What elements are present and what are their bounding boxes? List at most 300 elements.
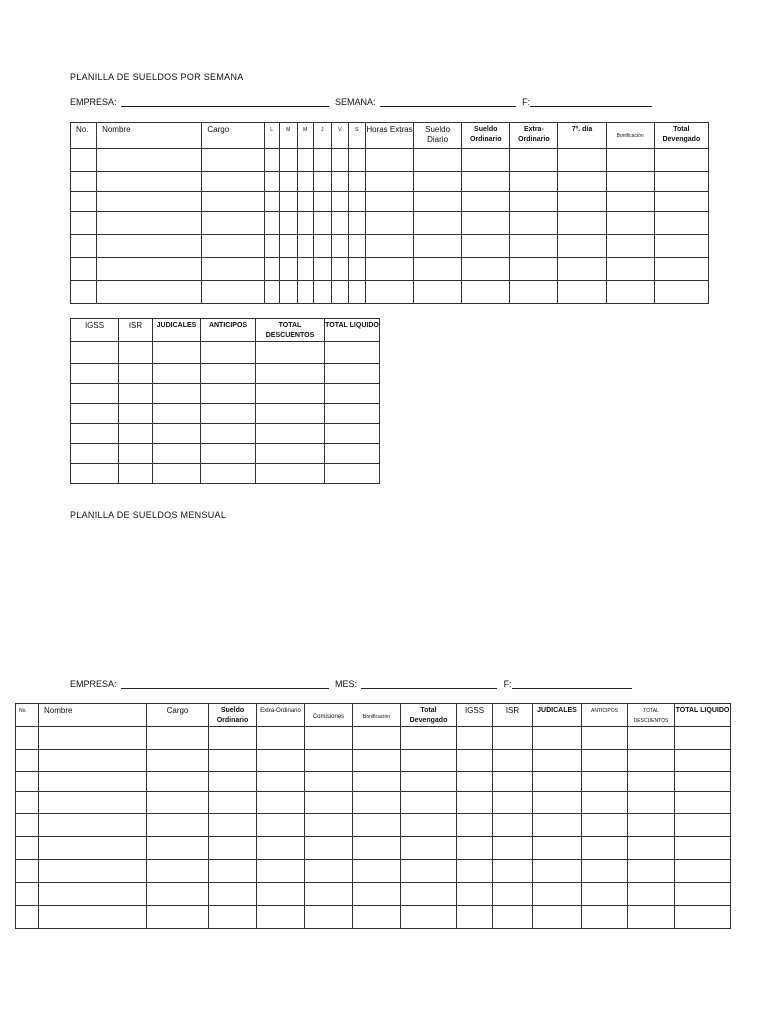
monthly-table-cell[interactable] — [493, 750, 533, 772]
weekly-table-cell[interactable] — [297, 212, 313, 235]
monthly-table-cell[interactable] — [353, 814, 401, 837]
monthly-table-cell[interactable] — [582, 860, 628, 883]
monthly-table-cell[interactable] — [493, 837, 533, 860]
monthly-table-cell[interactable] — [457, 837, 493, 860]
deductions-table-cell[interactable] — [325, 464, 380, 484]
weekly-table-cell[interactable] — [462, 192, 510, 212]
weekly-table-cell[interactable] — [202, 149, 264, 172]
weekly-table-cell[interactable] — [462, 212, 510, 235]
deductions-table-cell[interactable] — [71, 464, 119, 484]
weekly-table-cell[interactable] — [348, 212, 365, 235]
weekly-table-cell[interactable] — [348, 235, 365, 258]
monthly-table-cell[interactable] — [209, 727, 257, 750]
weekly-table-cell[interactable] — [202, 212, 264, 235]
weekly-table-cell[interactable] — [606, 172, 654, 192]
weekly-table-cell[interactable] — [654, 212, 708, 235]
monthly-table-cell[interactable] — [401, 860, 457, 883]
monthly-table-cell[interactable] — [353, 727, 401, 750]
monthly-table-cell[interactable] — [533, 860, 582, 883]
deductions-table-cell[interactable] — [201, 342, 256, 364]
monthly-table-cell[interactable] — [209, 906, 257, 929]
deductions-table-cell[interactable] — [119, 342, 153, 364]
monthly-table-cell[interactable] — [39, 837, 147, 860]
weekly-table-cell[interactable] — [264, 258, 279, 281]
monthly-table-cell[interactable] — [257, 860, 305, 883]
monthly-table-cell[interactable] — [353, 792, 401, 814]
monthly-table-cell[interactable] — [582, 837, 628, 860]
weekly-deductions-table — [70, 318, 380, 484]
monthly-table-cell[interactable] — [401, 792, 457, 814]
monthly-table-cell[interactable] — [401, 727, 457, 750]
monthly-table-cell[interactable] — [16, 792, 39, 814]
weekly-table-cell[interactable] — [202, 172, 264, 192]
deductions-table-cell[interactable] — [119, 424, 153, 444]
deductions-table-cell[interactable] — [325, 342, 380, 364]
weekly-table-cell[interactable] — [414, 149, 462, 172]
weekly-table-cell[interactable] — [414, 172, 462, 192]
weekly-table-cell[interactable] — [279, 235, 297, 258]
deductions-table-cell[interactable] — [201, 364, 256, 384]
weekly-table-cell[interactable] — [510, 235, 558, 258]
weekly-table-cell[interactable] — [365, 192, 413, 212]
weekly-table-cell[interactable] — [313, 172, 331, 192]
monthly-table-cell[interactable] — [147, 750, 209, 772]
weekly-table-cell[interactable] — [558, 258, 606, 281]
weekly-table-cell[interactable] — [331, 149, 348, 172]
deductions-table-cell[interactable] — [201, 464, 256, 484]
monthly-table-cell[interactable] — [353, 883, 401, 906]
monthly-f-field[interactable] — [512, 679, 632, 689]
weekly-table-cell[interactable] — [654, 172, 708, 192]
weekly-table-cell[interactable] — [279, 212, 297, 235]
weekly-table-body — [71, 149, 709, 304]
weekly-table-cell[interactable] — [348, 192, 365, 212]
weekly-table-cell[interactable] — [202, 192, 264, 212]
deductions-table-cell[interactable] — [256, 424, 325, 444]
monthly-table-cell[interactable] — [209, 772, 257, 792]
monthly-table-cell[interactable] — [628, 792, 675, 814]
monthly-table-cell[interactable] — [16, 814, 39, 837]
monthly-table-cell[interactable] — [675, 906, 731, 929]
weekly-table-cell[interactable] — [331, 172, 348, 192]
monthly-header-igss: IGSS — [457, 704, 493, 727]
monthly-table-cell[interactable] — [305, 837, 353, 860]
deductions-table-cell[interactable] — [119, 404, 153, 424]
deductions-table-cell[interactable] — [201, 404, 256, 424]
monthly-table-cell[interactable] — [147, 814, 209, 837]
monthly-table-cell[interactable] — [675, 727, 731, 750]
monthly-table-cell[interactable] — [147, 883, 209, 906]
weekly-table-cell[interactable] — [313, 281, 331, 304]
weekly-table-cell[interactable] — [510, 192, 558, 212]
weekly-table-cell[interactable] — [264, 212, 279, 235]
monthly-table-cell[interactable] — [305, 727, 353, 750]
monthly-table-cell[interactable] — [675, 792, 731, 814]
deductions-table-cell[interactable] — [71, 424, 119, 444]
monthly-table-cell[interactable] — [209, 750, 257, 772]
weekly-table-cell[interactable] — [279, 172, 297, 192]
weekly-table-cell[interactable] — [71, 235, 97, 258]
monthly-table-cell[interactable] — [16, 837, 39, 860]
weekly-table-cell[interactable] — [71, 149, 97, 172]
weekly-table-cell[interactable] — [414, 192, 462, 212]
monthly-table-cell[interactable] — [493, 792, 533, 814]
monthly-table-cell[interactable] — [582, 727, 628, 750]
monthly-table-cell[interactable] — [533, 837, 582, 860]
weekly-table-cell[interactable] — [313, 235, 331, 258]
weekly-table-cell[interactable] — [97, 212, 202, 235]
monthly-table-cell[interactable] — [39, 772, 147, 792]
deductions-table-cell[interactable] — [153, 424, 201, 444]
weekly-table-cell[interactable] — [510, 281, 558, 304]
monthly-table-cell[interactable] — [533, 906, 582, 929]
monthly-table-cell[interactable] — [628, 883, 675, 906]
weekly-table-cell[interactable] — [558, 172, 606, 192]
deductions-table-cell[interactable] — [325, 364, 380, 384]
deductions-table-cell[interactable] — [256, 404, 325, 424]
deductions-table-cell[interactable] — [201, 424, 256, 444]
monthly-table-cell[interactable] — [209, 837, 257, 860]
weekly-table-cell[interactable] — [510, 149, 558, 172]
monthly-table-cell[interactable] — [675, 750, 731, 772]
monthly-table-cell[interactable] — [628, 772, 675, 792]
monthly-table-cell[interactable] — [209, 883, 257, 906]
weekly-table-cell[interactable] — [297, 192, 313, 212]
monthly-table-cell[interactable] — [209, 792, 257, 814]
monthly-table-cell[interactable] — [39, 727, 147, 750]
monthly-table-cell[interactable] — [628, 906, 675, 929]
monthly-table-cell[interactable] — [582, 750, 628, 772]
weekly-table-cell[interactable] — [510, 258, 558, 281]
monthly-table-cell[interactable] — [493, 883, 533, 906]
header-septimo-dia: 7º. día — [558, 123, 606, 149]
monthly-table-cell[interactable] — [353, 837, 401, 860]
monthly-table-cell[interactable] — [39, 883, 147, 906]
monthly-table-cell[interactable] — [353, 750, 401, 772]
monthly-table-row — [16, 814, 731, 837]
monthly-table-cell[interactable] — [305, 814, 353, 837]
monthly-header-cargo: Cargo — [147, 704, 209, 727]
monthly-table-cell[interactable] — [457, 814, 493, 837]
monthly-table-cell[interactable] — [147, 727, 209, 750]
monthly-table-cell[interactable] — [257, 772, 305, 792]
monthly-table-cell[interactable] — [353, 906, 401, 929]
monthly-table-cell[interactable] — [39, 906, 147, 929]
weekly-table-cell[interactable] — [414, 281, 462, 304]
weekly-table-cell[interactable] — [654, 192, 708, 212]
monthly-table-cell[interactable] — [533, 727, 582, 750]
deductions-table-row — [71, 404, 380, 424]
weekly-table-cell[interactable] — [365, 149, 413, 172]
monthly-table-cell[interactable] — [401, 750, 457, 772]
monthly-table-cell[interactable] — [533, 750, 582, 772]
weekly-table-cell[interactable] — [365, 281, 413, 304]
deductions-table-cell[interactable] — [119, 464, 153, 484]
mes-field[interactable] — [361, 679, 497, 689]
monthly-table-cell[interactable] — [147, 772, 209, 792]
monthly-table-cell[interactable] — [457, 860, 493, 883]
weekly-table-cell[interactable] — [462, 281, 510, 304]
weekly-table-cell[interactable] — [606, 258, 654, 281]
monthly-table-cell[interactable] — [16, 750, 39, 772]
monthly-table-cell[interactable] — [675, 814, 731, 837]
monthly-table-cell[interactable] — [16, 883, 39, 906]
deductions-table-cell[interactable] — [71, 384, 119, 404]
monthly-table-cell[interactable] — [305, 750, 353, 772]
weekly-table-cell[interactable] — [264, 172, 279, 192]
weekly-table-cell[interactable] — [654, 149, 708, 172]
weekly-table-cell[interactable] — [462, 258, 510, 281]
weekly-table-cell[interactable] — [202, 235, 264, 258]
weekly-table-cell[interactable] — [297, 172, 313, 192]
deductions-table-cell[interactable] — [71, 342, 119, 364]
weekly-table-cell[interactable] — [558, 281, 606, 304]
monthly-table-cell[interactable] — [147, 837, 209, 860]
weekly-table-cell[interactable] — [313, 149, 331, 172]
monthly-table-cell[interactable] — [675, 772, 731, 792]
weekly-table-cell[interactable] — [71, 212, 97, 235]
weekly-table-cell[interactable] — [297, 258, 313, 281]
monthly-table-cell[interactable] — [305, 883, 353, 906]
monthly-table-cell[interactable] — [457, 883, 493, 906]
monthly-table-cell[interactable] — [493, 906, 533, 929]
weekly-table-cell[interactable] — [510, 172, 558, 192]
deductions-table-row — [71, 444, 380, 464]
monthly-table-cell[interactable] — [257, 727, 305, 750]
monthly-table-cell[interactable] — [209, 860, 257, 883]
monthly-table-cell[interactable] — [147, 860, 209, 883]
weekly-table-cell[interactable] — [414, 212, 462, 235]
weekly-table-cell[interactable] — [348, 149, 365, 172]
monthly-table-cell[interactable] — [582, 814, 628, 837]
weekly-table-cell[interactable] — [71, 172, 97, 192]
monthly-table-cell[interactable] — [628, 727, 675, 750]
weekly-table-cell[interactable] — [654, 258, 708, 281]
weekly-table-cell[interactable] — [462, 235, 510, 258]
monthly-table-cell[interactable] — [257, 814, 305, 837]
monthly-table-cell[interactable] — [353, 772, 401, 792]
monthly-table-cell[interactable] — [628, 860, 675, 883]
weekly-table-cell[interactable] — [202, 281, 264, 304]
weekly-table-cell[interactable] — [331, 192, 348, 212]
monthly-table-cell[interactable] — [209, 814, 257, 837]
monthly-table-cell[interactable] — [493, 814, 533, 837]
weekly-table-cell[interactable] — [202, 258, 264, 281]
monthly-table-cell[interactable] — [39, 860, 147, 883]
weekly-table-cell[interactable] — [365, 258, 413, 281]
deductions-table-cell[interactable] — [256, 364, 325, 384]
monthly-table-cell[interactable] — [16, 727, 39, 750]
weekly-table-cell[interactable] — [462, 172, 510, 192]
deductions-table-cell[interactable] — [153, 444, 201, 464]
weekly-table-cell[interactable] — [331, 212, 348, 235]
weekly-table-cell[interactable] — [264, 281, 279, 304]
monthly-table-cell[interactable] — [147, 792, 209, 814]
weekly-table-cell[interactable] — [297, 281, 313, 304]
weekly-table-cell[interactable] — [297, 235, 313, 258]
deductions-table-cell[interactable] — [256, 464, 325, 484]
monthly-table-row — [16, 792, 731, 814]
weekly-table-cell[interactable] — [365, 172, 413, 192]
monthly-table-cell[interactable] — [582, 792, 628, 814]
weekly-table-cell[interactable] — [279, 281, 297, 304]
weekly-table-cell[interactable] — [71, 281, 97, 304]
deductions-table-cell[interactable] — [325, 404, 380, 424]
weekly-table-cell[interactable] — [279, 192, 297, 212]
monthly-table-cell[interactable] — [39, 750, 147, 772]
weekly-table-cell[interactable] — [313, 192, 331, 212]
weekly-table-cell[interactable] — [558, 149, 606, 172]
weekly-table-cell[interactable] — [97, 192, 202, 212]
weekly-table-cell[interactable] — [313, 212, 331, 235]
weekly-table-cell[interactable] — [297, 149, 313, 172]
deductions-table-cell[interactable] — [201, 384, 256, 404]
semana-field[interactable] — [380, 97, 516, 107]
weekly-table-cell[interactable] — [331, 235, 348, 258]
monthly-table-cell[interactable] — [493, 772, 533, 792]
f-field[interactable] — [530, 97, 652, 107]
weekly-table-cell[interactable] — [606, 281, 654, 304]
monthly-table-cell[interactable] — [305, 860, 353, 883]
deductions-table-cell[interactable] — [71, 404, 119, 424]
deductions-table-cell[interactable] — [119, 364, 153, 384]
monthly-table-cell[interactable] — [147, 906, 209, 929]
weekly-table-cell[interactable] — [462, 149, 510, 172]
weekly-payroll-table — [70, 122, 709, 304]
monthly-table-cell[interactable] — [457, 727, 493, 750]
monthly-table-cell[interactable] — [675, 837, 731, 860]
monthly-table-cell[interactable] — [675, 860, 731, 883]
weekly-table-cell[interactable] — [97, 235, 202, 258]
monthly-table-cell[interactable] — [628, 837, 675, 860]
monthly-table-cell[interactable] — [305, 772, 353, 792]
monthly-table-cell[interactable] — [675, 883, 731, 906]
monthly-header-isr: ISR — [493, 704, 533, 727]
weekly-table-cell[interactable] — [606, 192, 654, 212]
weekly-table-cell[interactable] — [264, 235, 279, 258]
monthly-empresa-field[interactable] — [121, 679, 329, 689]
deductions-table-cell[interactable] — [201, 444, 256, 464]
monthly-table-cell[interactable] — [533, 883, 582, 906]
monthly-table-cell[interactable] — [533, 814, 582, 837]
monthly-table-cell[interactable] — [493, 727, 533, 750]
empresa-field[interactable] — [121, 97, 329, 107]
deductions-table-cell[interactable] — [325, 444, 380, 464]
monthly-table-row — [16, 860, 731, 883]
monthly-table-cell[interactable] — [582, 772, 628, 792]
deductions-table-cell[interactable] — [153, 384, 201, 404]
monthly-table-cell[interactable] — [582, 883, 628, 906]
monthly-table-cell[interactable] — [39, 814, 147, 837]
monthly-table-cell[interactable] — [257, 750, 305, 772]
deductions-table-cell[interactable] — [71, 444, 119, 464]
deductions-table-cell[interactable] — [153, 364, 201, 384]
monthly-table-cell[interactable] — [457, 772, 493, 792]
monthly-table-cell[interactable] — [457, 906, 493, 929]
weekly-table-cell[interactable] — [414, 258, 462, 281]
monthly-table-cell[interactable] — [353, 860, 401, 883]
deductions-table-cell[interactable] — [153, 464, 201, 484]
deductions-table-cell[interactable] — [119, 384, 153, 404]
monthly-table-cell[interactable] — [401, 837, 457, 860]
weekly-table-cell[interactable] — [71, 258, 97, 281]
weekly-table-cell[interactable] — [279, 258, 297, 281]
weekly-table-cell[interactable] — [348, 281, 365, 304]
weekly-table-cell[interactable] — [558, 192, 606, 212]
monthly-table-cell[interactable] — [257, 883, 305, 906]
monthly-table-cell[interactable] — [16, 860, 39, 883]
weekly-table-cell[interactable] — [606, 235, 654, 258]
weekly-table-cell[interactable] — [654, 235, 708, 258]
weekly-table-cell[interactable] — [331, 258, 348, 281]
deductions-table-cell[interactable] — [119, 444, 153, 464]
monthly-table-cell[interactable] — [257, 792, 305, 814]
monthly-table-cell[interactable] — [628, 750, 675, 772]
weekly-table-cell[interactable] — [606, 212, 654, 235]
weekly-table-cell[interactable] — [97, 172, 202, 192]
monthly-table-cell[interactable] — [401, 772, 457, 792]
weekly-table-cell[interactable] — [558, 212, 606, 235]
weekly-table-cell[interactable] — [654, 281, 708, 304]
monthly-table-cell[interactable] — [533, 772, 582, 792]
monthly-header-anticipos: ANTICIPOS — [582, 704, 628, 727]
monthly-table-cell[interactable] — [457, 750, 493, 772]
weekly-table-cell[interactable] — [279, 149, 297, 172]
monthly-table-cell[interactable] — [305, 792, 353, 814]
deductions-table-cell[interactable] — [153, 342, 201, 364]
weekly-table-cell[interactable] — [606, 149, 654, 172]
weekly-table-cell[interactable] — [365, 212, 413, 235]
weekly-table-cell[interactable] — [97, 258, 202, 281]
weekly-table-cell[interactable] — [348, 258, 365, 281]
weekly-table-cell[interactable] — [558, 235, 606, 258]
deductions-table-cell[interactable] — [256, 444, 325, 464]
weekly-table-cell[interactable] — [313, 258, 331, 281]
monthly-table-cell[interactable] — [628, 814, 675, 837]
weekly-table-cell[interactable] — [365, 235, 413, 258]
deductions-table-cell[interactable] — [256, 384, 325, 404]
weekly-table-cell[interactable] — [264, 192, 279, 212]
weekly-table-cell[interactable] — [97, 149, 202, 172]
deductions-table-cell[interactable] — [153, 404, 201, 424]
monthly-table-cell[interactable] — [401, 883, 457, 906]
monthly-table-cell[interactable] — [257, 837, 305, 860]
deductions-table-cell[interactable] — [325, 424, 380, 444]
monthly-table-cell[interactable] — [39, 792, 147, 814]
monthly-table-cell[interactable] — [305, 906, 353, 929]
monthly-table-cell[interactable] — [401, 814, 457, 837]
weekly-table-cell[interactable] — [414, 235, 462, 258]
monthly-table-cell[interactable] — [493, 860, 533, 883]
weekly-table-cell[interactable] — [510, 212, 558, 235]
weekly-table-cell[interactable] — [348, 172, 365, 192]
monthly-table-cell[interactable] — [16, 906, 39, 929]
weekly-table-cell[interactable] — [264, 149, 279, 172]
monthly-table-cell[interactable] — [457, 792, 493, 814]
weekly-table-row — [71, 172, 709, 192]
weekly-table-cell[interactable] — [97, 281, 202, 304]
monthly-table-cell[interactable] — [401, 906, 457, 929]
monthly-table-cell[interactable] — [257, 906, 305, 929]
deductions-table-cell[interactable] — [71, 364, 119, 384]
deductions-table-cell[interactable] — [256, 342, 325, 364]
monthly-table-cell[interactable] — [582, 906, 628, 929]
weekly-table-cell[interactable] — [331, 281, 348, 304]
weekly-table-cell[interactable] — [71, 192, 97, 212]
monthly-table-cell[interactable] — [533, 792, 582, 814]
monthly-table-cell[interactable] — [16, 772, 39, 792]
deductions-table-cell[interactable] — [325, 384, 380, 404]
